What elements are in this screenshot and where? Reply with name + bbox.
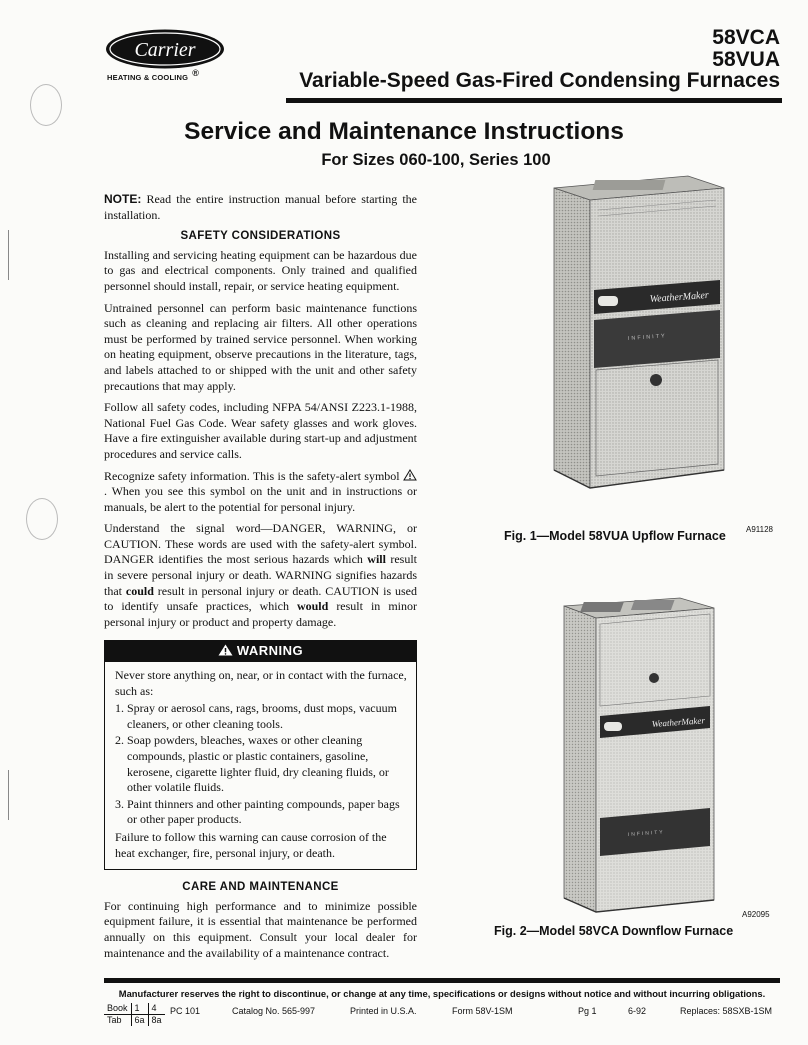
panel-strip-text: INFINITY xyxy=(627,333,667,342)
safety-paragraph-5: Understand the signal word—DANGER, WARNING, or CAUTION. These words are used with the safety-alert symbol. DANGER identifies the most serious hazards which will result in severe personal injury or death. WARNING signifies hazards that could result in personal injury or death. CAUTION is used to identify unsafe practices, which would result in minor personal injury or product and property damage. xyxy=(104,521,417,629)
book-number-2: 4 xyxy=(148,1003,165,1015)
panel-badge-icon xyxy=(604,722,622,731)
footer-page: Pg 1 xyxy=(578,1006,597,1016)
warning-intro: Never store anything on, near, or in contact with the furnace, such as: xyxy=(115,668,407,698)
figure-2-downflow-furnace xyxy=(556,596,720,916)
figure-2-code: A92095 xyxy=(742,910,770,919)
page-title: Service and Maintenance Instructions xyxy=(184,118,624,145)
door-knob-icon xyxy=(649,673,659,683)
warning-header: WARNING xyxy=(105,641,416,662)
warning-triangle-icon xyxy=(218,643,237,658)
figure-1-caption: Fig. 1—Model 58VUA Upflow Furnace xyxy=(504,529,726,543)
safety-paragraph-2: Untrained personnel can perform basic maintenance functions such as cleaning and replacing air filters. All other operations must be performed by trained service personnel. When working on heating equipment, observe precautions in the literature, tags, and labels attached to or shipped with the unit and other safety precautions that may apply. xyxy=(104,300,417,393)
book-number-1: 1 xyxy=(131,1003,148,1015)
footer-disclaimer: Manufacturer reserves the right to discontinue, or change at any time, specifications or designs without notice and without incurring obligations. xyxy=(118,988,766,999)
panel-strip-text: INFINITY xyxy=(627,829,665,838)
scan-edge-mark xyxy=(8,770,9,820)
footer-printed: Printed in U.S.A. xyxy=(350,1006,417,1016)
page-subtitle: For Sizes 060-100, Series 100 xyxy=(321,151,551,169)
door-knob-icon xyxy=(650,374,662,386)
book-tab-index xyxy=(104,1003,165,1026)
carrier-logo xyxy=(104,28,226,72)
safety-heading: SAFETY CONSIDERATIONS xyxy=(180,230,341,243)
note-paragraph: NOTE: Read the entire instruction manual before starting the installation. xyxy=(104,192,417,222)
header-rule xyxy=(286,98,782,103)
main-text-column xyxy=(104,192,417,967)
footer-replaces: Replaces: 58SXB-1SM xyxy=(680,1006,773,1016)
warning-outro: Failure to follow this warning can cause corrosion of the heat exchanger, fire, personal injury, or death. xyxy=(115,829,387,860)
warning-list-item: 2. Soap powders, bleaches, waxes or other cleaning compounds, plastic or plastic containers, gasoline, kerosene, cigarette lighter fluid, dry cleaning fluids, or other volatile fluids. xyxy=(115,733,389,795)
panel-brand-text: WeatherMaker xyxy=(651,715,706,729)
product-title: Variable-Speed Gas-Fired Condensing Furnaces xyxy=(299,69,780,92)
warning-list-item: 3. Paint thinners and other painting compounds, paper bags or other paper products. xyxy=(115,796,400,827)
panel-brand-text: WeatherMaker xyxy=(649,289,710,305)
figure-1-upflow-furnace xyxy=(528,170,728,492)
warning-list xyxy=(115,701,409,828)
safety-alert-icon xyxy=(403,469,417,483)
warning-list-item: 1. Spray or aerosol cans, rags, brooms, dust mops, vacuum cleaners, or other cleaning tools. xyxy=(115,701,397,731)
footer-rule xyxy=(104,978,780,983)
book-label: Book xyxy=(104,1003,131,1015)
footer-catalog: Catalog No. 565-997 xyxy=(232,1006,316,1016)
care-heading: CARE AND MAINTENANCE xyxy=(182,881,339,894)
scan-edge-mark xyxy=(8,230,9,280)
warning-box xyxy=(104,640,417,870)
tab-number-1: 6a xyxy=(131,1015,148,1027)
logo-subtitle: HEATING & COOLING ® xyxy=(107,68,200,82)
footer-date: 6-92 xyxy=(628,1006,647,1016)
safety-paragraph-1: Installing and servicing heating equipment can be hazardous due to gas and electrical components. Only trained and qualified personnel should install, repair, or service heating equipment. xyxy=(104,247,417,293)
tab-label: Tab xyxy=(104,1015,131,1027)
model-number-58vua: 58VUA xyxy=(712,48,780,71)
footer-form: Form 58V-1SM xyxy=(452,1006,513,1016)
safety-paragraph-3: Follow all safety codes, including NFPA 54/ANSI Z223.1-1988, National Fuel Gas Code. Wear safety glasses and work gloves. Have a fire extinguisher available during start-up and adjustment procedures and service calls. xyxy=(104,400,417,461)
safety-paragraph-4: Recognize safety information. This is the safety-alert symbol . When you see this symbol on the unit and in instructions or manuals, be alert to the potential for personal injury. xyxy=(104,468,417,514)
tab-number-2: 8a xyxy=(151,1015,162,1025)
logo-wordmark: Carrier xyxy=(134,39,196,61)
footer-pc: PC 101 xyxy=(170,1006,201,1016)
figure-2-caption: Fig. 2—Model 58VCA Downflow Furnace xyxy=(494,924,734,938)
panel-badge-icon xyxy=(598,296,618,306)
warning-body xyxy=(105,662,416,869)
scan-hole-mark xyxy=(26,498,58,540)
care-paragraph: For continuing high performance and to minimize possible equipment failure, it is essential that maintenance be performed annually on this equipment. Consult your local dealer for maintenance and the availability of a maintenance contract. xyxy=(104,898,417,960)
figure-1-code: A91128 xyxy=(746,525,773,534)
model-number-58vca: 58VCA xyxy=(712,26,780,49)
